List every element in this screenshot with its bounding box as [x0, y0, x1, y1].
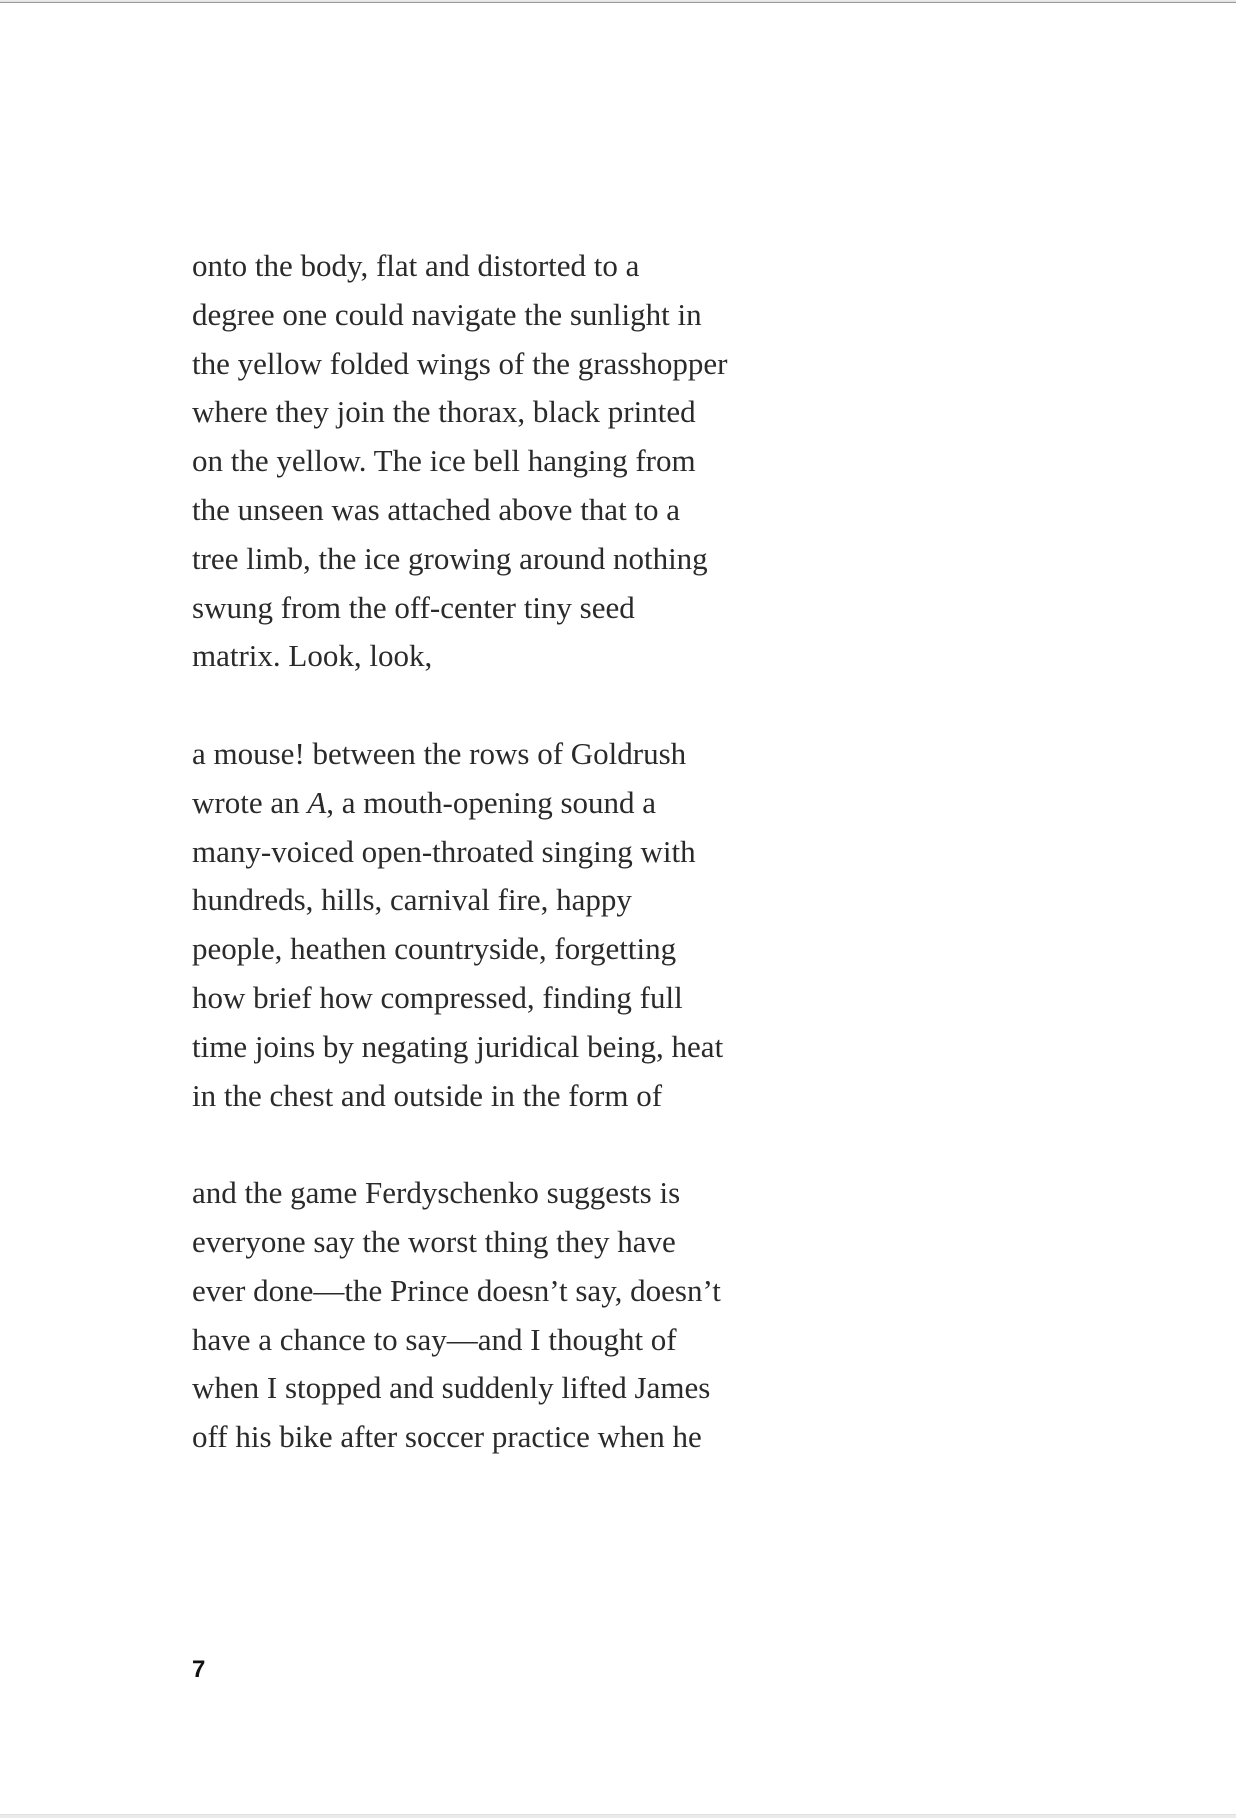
- poem-line-with-italic: [192, 779, 892, 828]
- poem-line: and the game Ferdyschenko suggests is: [192, 1175, 681, 1211]
- page-top-border: [0, 2, 1236, 3]
- poem-line: in the chest and outside in the form of: [192, 1077, 663, 1113]
- document-page: [0, 2, 1236, 1814]
- stanza-2: [192, 730, 892, 1120]
- poem-line: ever done—the Prince doesn’t say, doesn’t: [192, 1272, 721, 1308]
- stanza-3: [192, 1169, 892, 1462]
- poem-line: how brief how compressed, finding full: [192, 979, 683, 1015]
- poem-line: people, heathen countryside, forgetting: [192, 931, 677, 967]
- poem-line: onto the body, flat and distorted to a: [192, 248, 640, 283]
- line-text-before: wrote an: [192, 784, 308, 820]
- poem-line: on the yellow. The ice bell hanging from: [192, 443, 696, 479]
- stanza-1: [192, 242, 892, 681]
- poem-line: the unseen was attached above that to a: [192, 491, 681, 527]
- poem-line: tree limb, the ice growing around nothing: [192, 540, 708, 576]
- poem-line: everyone say the worst thing they have: [192, 1223, 676, 1259]
- poem-line: degree one could navigate the sunlight in: [192, 296, 702, 332]
- line-text-after: , a mouth-opening sound a: [326, 784, 657, 820]
- poem-body: [192, 242, 892, 1511]
- poem-line: have a chance to say—and I thought of: [192, 1321, 677, 1357]
- poem-line: when I stopped and suddenly lifted James: [192, 1370, 711, 1406]
- poem-line: where they join the thorax, black printed: [192, 394, 696, 430]
- poem-line: the yellow folded wings of the grasshopper: [192, 345, 728, 381]
- italic-letter: A: [307, 784, 327, 820]
- poem-line: hundreds, hills, carnival fire, happy: [192, 882, 632, 918]
- poem-line: time joins by negating juridical being, heat: [192, 1028, 724, 1064]
- poem-line: swung from the off-center tiny seed: [192, 589, 635, 625]
- page-number: 7: [192, 1656, 206, 1683]
- poem-line: many-voiced open-throated singing with: [192, 833, 696, 869]
- poem-line: a mouse! between the rows of Goldrush: [192, 735, 687, 771]
- poem-line: off his bike after soccer practice when he: [192, 1419, 702, 1455]
- poem-line: matrix. Look, look,: [192, 638, 433, 674]
